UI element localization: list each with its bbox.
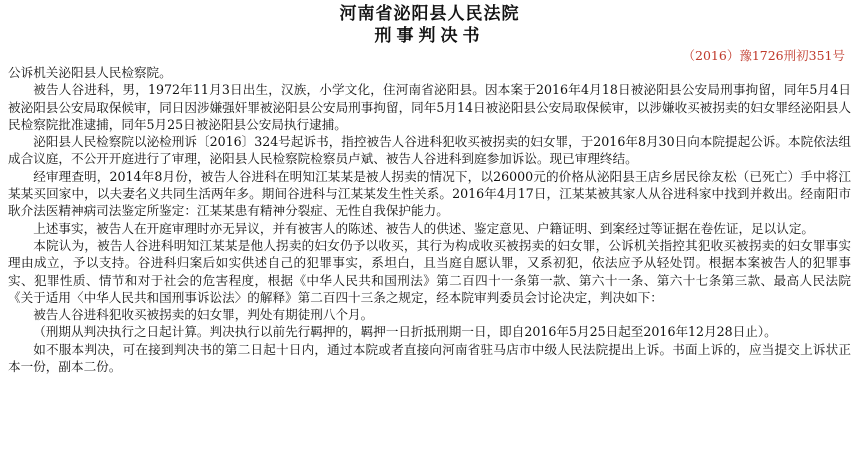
evidence-paragraph: 上述事实，被告人在开庭审理时亦无异议，并有被害人的陈述、被告人的供述、鉴定意见、户籍证明、到案经过等证据在卷佐证，足以认定。 — [33, 220, 814, 236]
prosecution-paragraph: 泌阳县人民检察院以泌检刑诉〔2016〕324号起诉书，指控被告人谷进科犯收买被拐卖的妇女罪，于2016年8月30日向本院提起公诉。本院依法组成合议庭，不公开开庭进行了审理，泌阳县人民检察院检察员卢斌、被告人谷进科到庭参加诉讼。现已审理终结。 — [8, 134, 851, 167]
document-type-title: 刑事判决书 — [374, 26, 485, 46]
court-name: 河南省泌阳县人民法院 — [339, 4, 520, 24]
defendant-info-paragraph: 被告人谷进科，男，1972年11月3日出生，汉族，小学文化，住河南省泌阳县。因本案于2016年4月18日被泌阳县公安局刑事拘留，同年5月4日被泌阳县公安局取保候审，同日因涉嫌强奸罪被泌阳县公安局刑事拘留，同年5月14日被泌阳县公安局取保候审，以涉嫌收买被拐卖的妇女罪经泌阳县人民检察院批准逮捕，同年5月25日被泌阳县公安局执行逮捕。 — [8, 82, 851, 132]
case-number: （2016）豫1726刑初351号 — [682, 48, 845, 63]
sentence-term-paragraph: （刑期从判决执行之日起计算。判决执行以前先行羁押的，羁押一日折抵刑期一日，即自2016年5月25日起至2016年12月28日止）。 — [33, 324, 777, 340]
court-opinion-paragraph: 本院认为，被告人谷进科明知江某某是他人拐卖的妇女仍予以收买，其行为构成收买被拐卖的妇女罪，公诉机关指控其犯收买被拐卖的妇女罪事实理由成立，予以支持。谷进科归案后如实供述自己的犯罪事实，系坦白，且当庭自愿认罪，又系初犯，依法应予从轻处罚。根据本案被告人的犯罪事实、犯罪性质、情节和对于社会的危害程度，根据《中华人民共和国刑法》第二百四十一条第一款、第六十一条、第六十七条第三款、最高人民法院《关于适用〈中华人民共和国刑事诉讼法〉的解释》第二百四十三条之规定，经本院审判委员会讨论决定，判决如下： — [8, 237, 851, 305]
verdict-paragraph: 被告人谷进科犯收买被拐卖的妇女罪，判处有期徒刑八个月。 — [33, 307, 374, 323]
appeal-notice-paragraph: 如不服本判决，可在接到判决书的第二日起十日内，通过本院或者直接向河南省驻马店市中级人民法院提出上诉。书面上诉的，应当提交上诉状正本一份，副本二份。 — [8, 341, 851, 375]
addressee-line: 公诉机关泌阳县人民检察院。 — [8, 65, 172, 80]
facts-paragraph: 经审理查明，2014年8月份，被告人谷进科在明知江某某是被人拐卖的情况下，以26000元的价格从泌阳县王店乡居民徐友松（已死亡）手中将江某某买回家中，以夫妻名义共同生活两年多。期间谷进科与江某某发生性关系。2016年4月17日，江某某被其家人从谷进科家中找到并救出。经南阳市耿介法医精神病司法鉴定所鉴定：江某某患有精神分裂症、无性自我保护能力。 — [8, 168, 851, 219]
judgment-body — [8, 64, 851, 375]
